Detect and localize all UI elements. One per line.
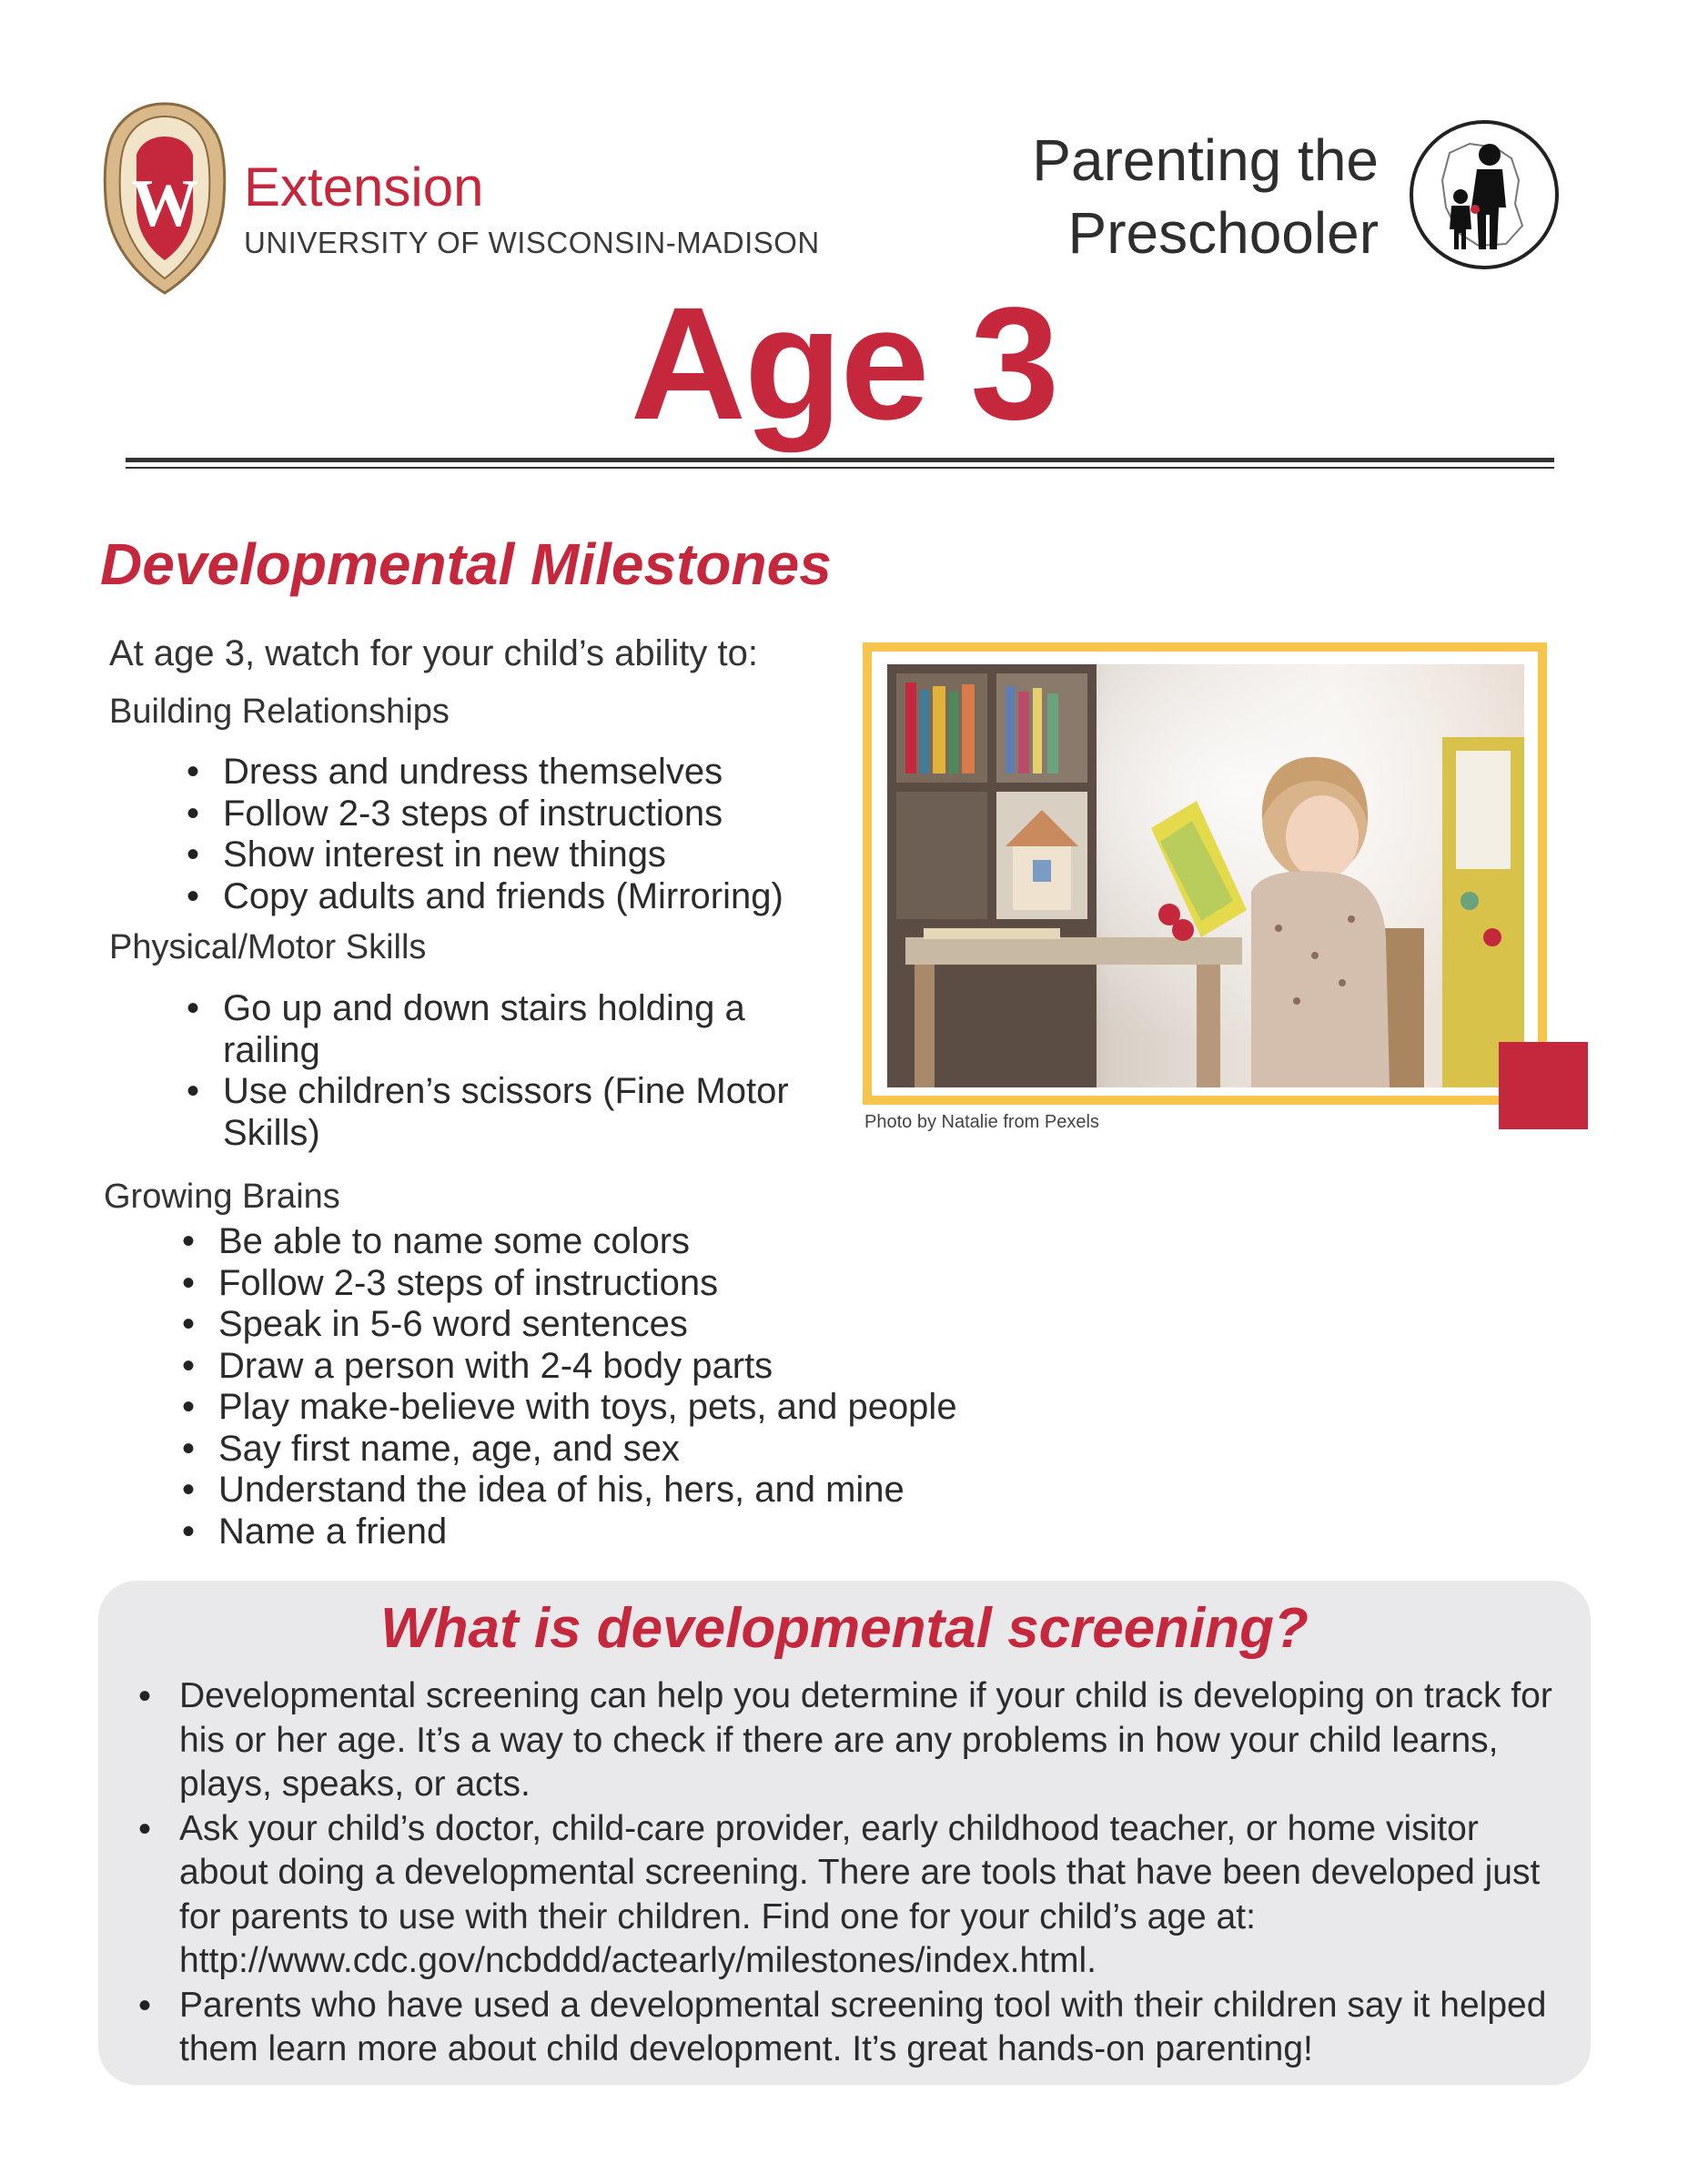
screening-list (179, 1674, 1567, 2072)
series-title-line2: Preschooler (1067, 200, 1379, 266)
list-item: • Copy adults and friends (Mirroring) (223, 876, 860, 918)
series-title-line1: Parenting the (1032, 127, 1379, 193)
list-item: • Understand the idea of his, hers, and mine (218, 1470, 1037, 1512)
list-item: • Be able to name some colors (218, 1221, 1037, 1263)
section-heading-growing-brains: Growing Brains (104, 1178, 340, 1216)
relationships-list (223, 752, 860, 917)
list-item: • Parents who have used a developmental screening tool with their children say it helped them learn more about child development. It’s great hands-on parenting! (179, 1984, 1567, 2072)
section-heading-motor-skills: Physical/Motor Skills (109, 928, 427, 966)
section-heading-relationships: Building Relationships (109, 693, 450, 731)
milestones-heading: Developmental Milestones (100, 531, 832, 597)
screening-heading: What is developmental screening? (380, 1597, 1309, 1660)
list-item: • Ask your child’s doctor, child-care provider, early childhood teacher, or home visitor about doing a developmental screening. There are tools that have been developed just for parents to use with their children. Find one for your child’s age at: http://www.cdc.gov/ncbddd/actearly/milestones/index.html. (179, 1807, 1567, 1984)
page-title: Age 3 (630, 275, 1058, 453)
list-item: • Use children’s scissors (Fine Motor Skills) (223, 1071, 805, 1154)
list-item: • Go up and down stairs holding a railing (223, 988, 805, 1071)
list-item: • Developmental screening can help you determine if your child is developing on track for his or her age. It’s a way to check if there are any problems in how your child learns, plays, speaks, or acts. (179, 1674, 1567, 1807)
decorative-square (1499, 1042, 1588, 1129)
list-item: • Play make-believe with toys, pets, and people (218, 1387, 1037, 1429)
milestones-intro: At age 3, watch for your child’s ability to: (109, 633, 758, 673)
university-name: UNIVERSITY OF WISCONSIN-MADISON (244, 226, 820, 259)
list-item: • Name a friend (218, 1512, 1037, 1553)
child-cutting-paper-photo (887, 664, 1524, 1087)
svg-text:W: W (131, 167, 198, 241)
list-item: • Dress and undress themselves (223, 752, 860, 794)
parent-child-wisconsin-icon (1406, 116, 1562, 273)
list-item: • Draw a person with 2-4 body parts (218, 1346, 1037, 1388)
list-item: • Follow 2-3 steps of instructions (218, 1263, 1037, 1305)
list-item: • Show interest in new things (223, 834, 860, 876)
photo-credit: Photo by Natalie from Pexels (864, 1112, 1099, 1132)
list-item: • Say first name, age, and sex (218, 1429, 1037, 1471)
growing-brains-list (218, 1221, 1037, 1552)
motor-skills-list (223, 988, 805, 1154)
extension-wordmark: Extension (244, 157, 484, 217)
list-item: • Follow 2-3 steps of instructions (223, 794, 860, 835)
divider (126, 467, 1554, 469)
divider (126, 458, 1554, 462)
list-item: • Speak in 5-6 word sentences (218, 1304, 1037, 1346)
uw-crest-logo (100, 98, 229, 298)
series-title (905, 124, 1379, 269)
